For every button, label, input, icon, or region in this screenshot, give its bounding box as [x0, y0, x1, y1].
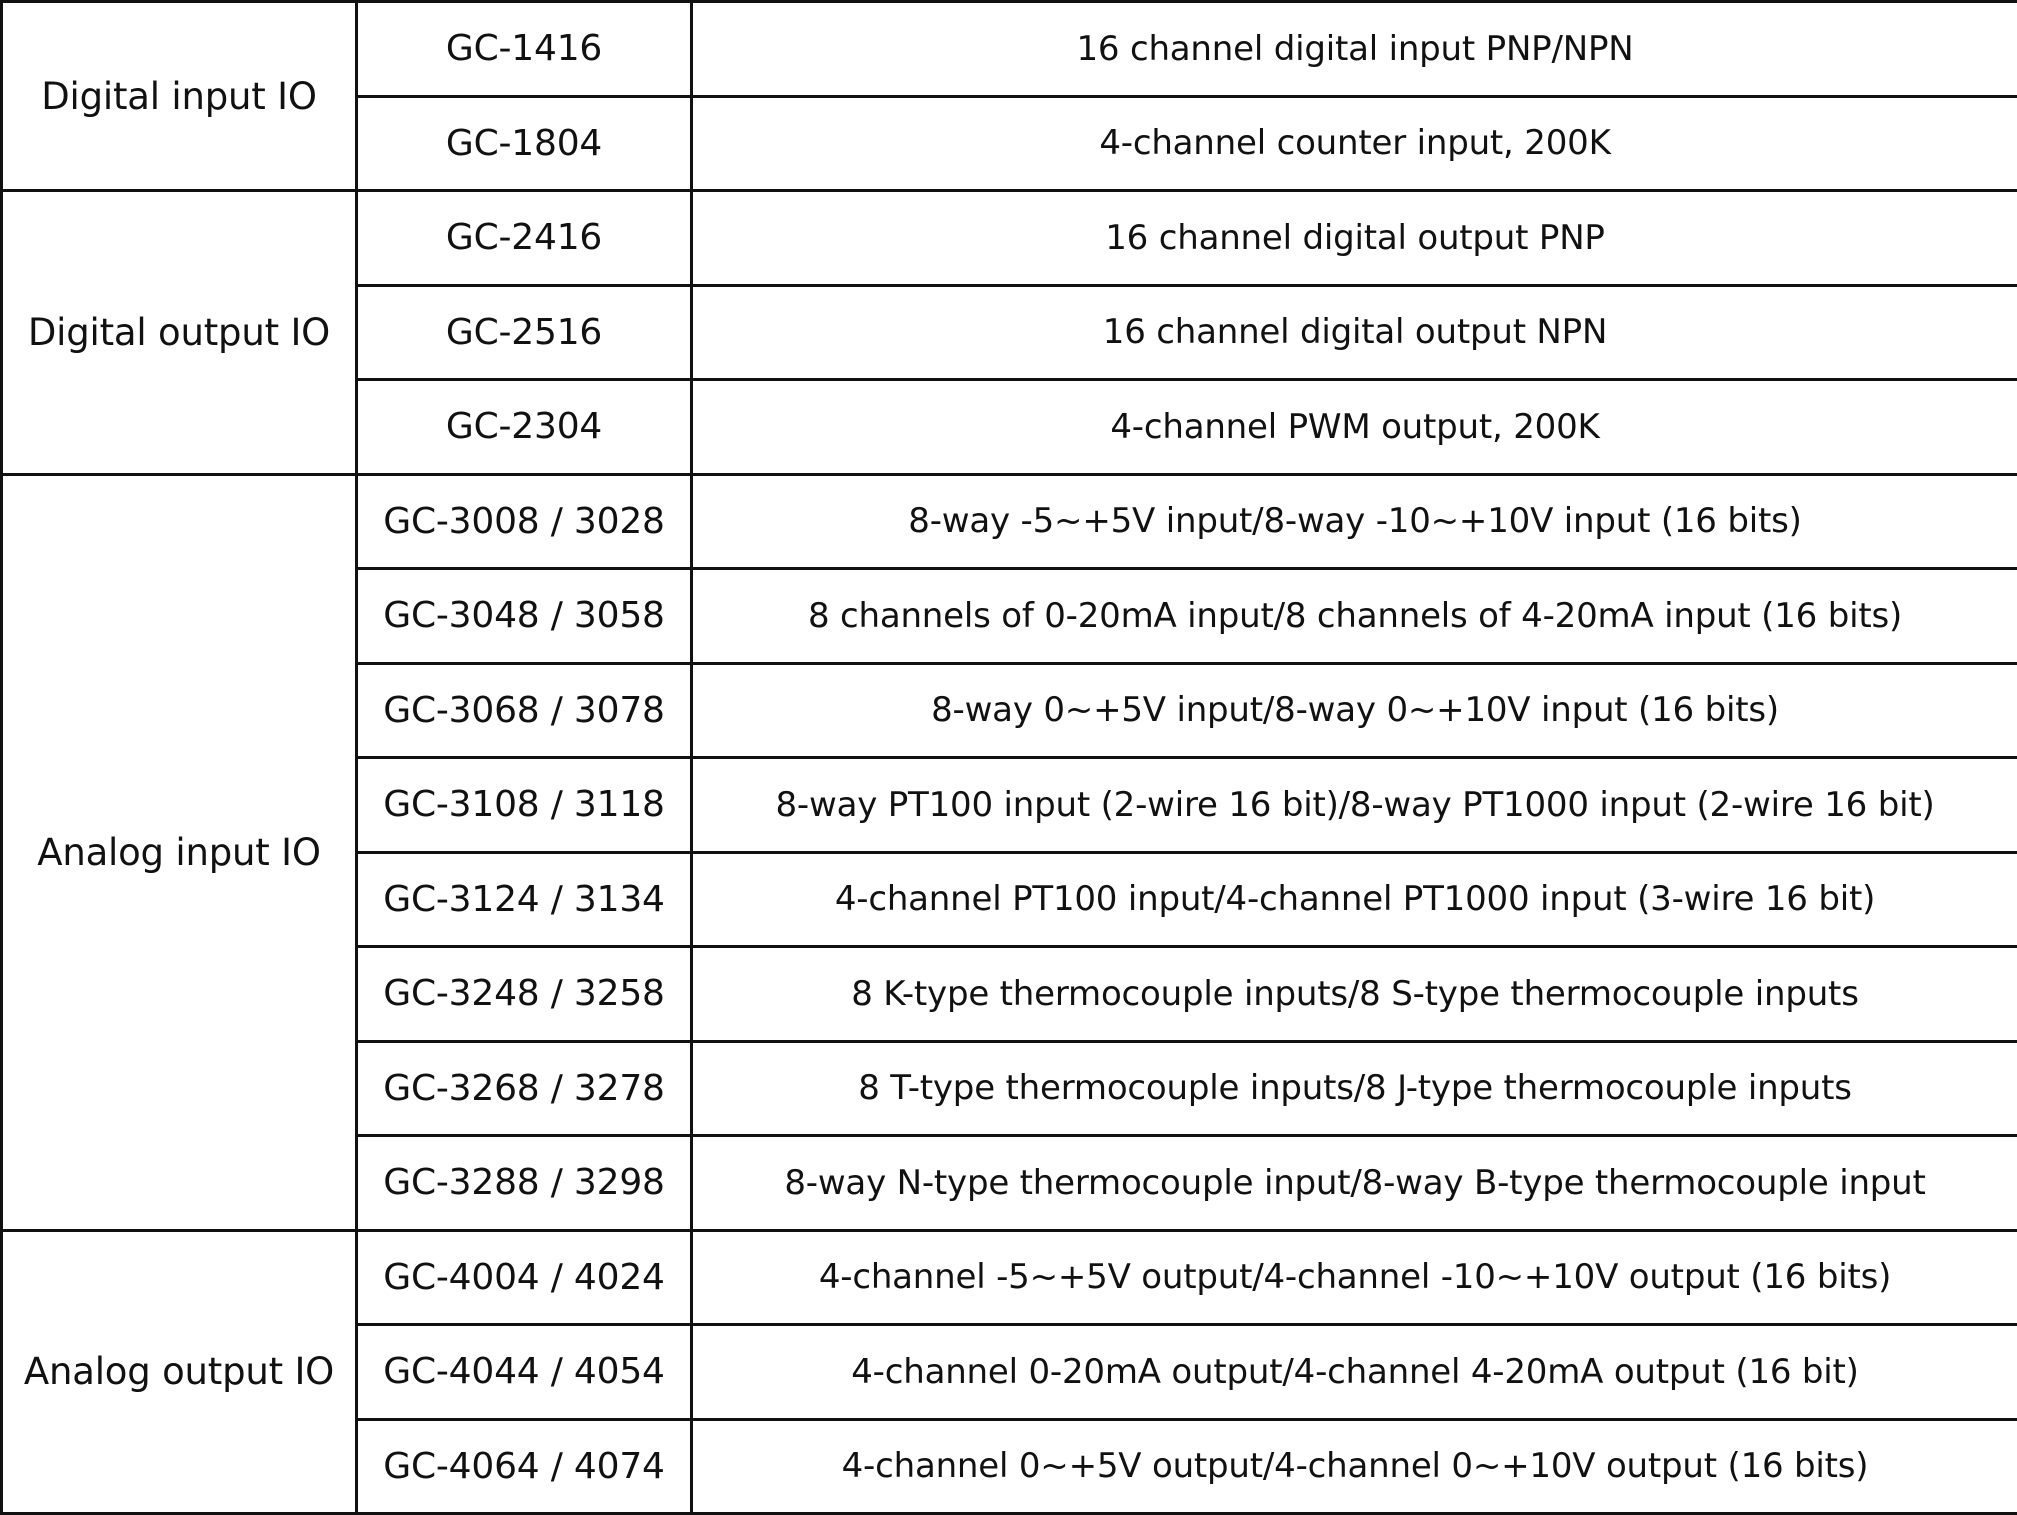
description-cell: 16 channel digital output NPN: [692, 285, 2017, 380]
description-cell: 8-way PT100 input (2-wire 16 bit)/8-way PT1000 input (2-wire 16 bit): [692, 758, 2017, 853]
table-row: [2, 474, 2017, 569]
description-cell: 4-channel -5~+5V output/4-channel -10~+10V output (16 bits): [692, 1230, 2017, 1325]
table-row: [2, 1230, 2017, 1325]
description-cell: 4-channel 0-20mA output/4-channel 4-20mA output (16 bit): [692, 1325, 2017, 1420]
model-cell: GC-4044 / 4054: [357, 1325, 692, 1420]
description-cell: 8 K-type thermocouple inputs/8 S-type thermocouple inputs: [692, 947, 2017, 1042]
description-cell: 8 T-type thermocouple inputs/8 J-type thermocouple inputs: [692, 1041, 2017, 1136]
description-cell: 4-channel counter input, 200K: [692, 96, 2017, 191]
model-cell: GC-1804: [357, 96, 692, 191]
model-cell: GC-3288 / 3298: [357, 1136, 692, 1231]
description-cell: 16 channel digital input PNP/NPN: [692, 2, 2017, 97]
model-cell: GC-4064 / 4074: [357, 1419, 692, 1514]
group-name-analog-input: Analog input IO: [2, 474, 357, 1230]
description-cell: 8 channels of 0-20mA input/8 channels of 4-20mA input (16 bits): [692, 569, 2017, 664]
model-cell: GC-4004 / 4024: [357, 1230, 692, 1325]
model-cell: GC-3268 / 3278: [357, 1041, 692, 1136]
description-cell: 8-way N-type thermocouple input/8-way B-type thermocouple input: [692, 1136, 2017, 1231]
group-name-analog-output: Analog output IO: [2, 1230, 357, 1514]
table-row: [2, 191, 2017, 286]
model-cell: GC-3108 / 3118: [357, 758, 692, 853]
description-cell: 4-channel PWM output, 200K: [692, 380, 2017, 475]
model-cell: GC-2516: [357, 285, 692, 380]
model-cell: GC-3124 / 3134: [357, 852, 692, 947]
description-cell: 8-way -5~+5V input/8-way -10~+10V input (16 bits): [692, 474, 2017, 569]
model-cell: GC-3248 / 3258: [357, 947, 692, 1042]
description-cell: 4-channel PT100 input/4-channel PT1000 input (3-wire 16 bit): [692, 852, 2017, 947]
model-cell: GC-2304: [357, 380, 692, 475]
description-cell: 4-channel 0~+5V output/4-channel 0~+10V output (16 bits): [692, 1419, 2017, 1514]
io-module-table-body: [2, 2, 2017, 1514]
group-name-digital-output: Digital output IO: [2, 191, 357, 475]
model-cell: GC-3048 / 3058: [357, 569, 692, 664]
model-cell: GC-2416: [357, 191, 692, 286]
description-cell: 16 channel digital output PNP: [692, 191, 2017, 286]
model-cell: GC-3008 / 3028: [357, 474, 692, 569]
group-name-digital-input: Digital input IO: [2, 2, 357, 191]
table-row: [2, 2, 2017, 97]
model-cell: GC-3068 / 3078: [357, 663, 692, 758]
description-cell: 8-way 0~+5V input/8-way 0~+10V input (16 bits): [692, 663, 2017, 758]
model-cell: GC-1416: [357, 2, 692, 97]
